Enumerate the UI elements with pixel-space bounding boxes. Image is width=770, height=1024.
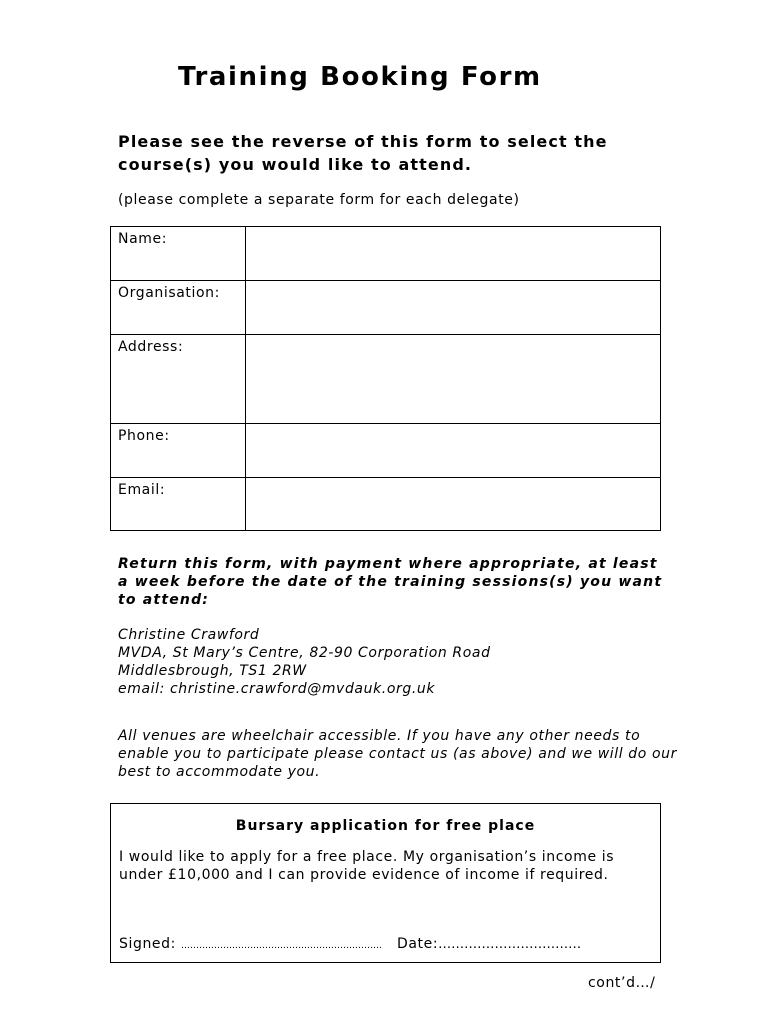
email-row — [111, 478, 661, 531]
contact-block — [118, 626, 491, 698]
continued-note: cont’d…/ — [588, 975, 656, 991]
signature-line — [119, 936, 581, 952]
bursary-box — [110, 803, 661, 963]
phone-row — [111, 424, 661, 478]
contact-email: email: christine.crawford@mvdauk.org.uk — [118, 681, 436, 697]
intro-instruction: Please see the reverse of this form to select the course(s) you would like to attend. — [118, 132, 608, 174]
accessibility-note: All venues are wheelchair accessible. If you have any other needs to enable you to participate please contact us (as above) and we will do our best to accommodate you. — [118, 728, 677, 780]
bursary-text: I would like to apply for a free place. My organisation’s income is under £10,000 and I can provide evidence of income if required. — [119, 849, 615, 883]
contact-name: Christine Crawford — [118, 627, 260, 643]
address-label: Address: — [111, 335, 246, 424]
form-title: Training Booking Form — [178, 62, 542, 92]
bursary-heading: Bursary application for free place — [235, 818, 536, 834]
name-label: Name: — [111, 227, 246, 281]
return-instruction: Return this form, with payment where appropriate, at least a week before the date of the training sessions(s) you want to attend: — [118, 556, 663, 608]
address-field[interactable] — [246, 335, 661, 424]
signed-label: Signed: — [119, 936, 176, 952]
date-label: Date: — [396, 936, 439, 952]
delegate-details-table — [110, 226, 661, 531]
organisation-label: Organisation: — [111, 281, 246, 335]
address-row — [111, 335, 661, 424]
contact-address-line1: MVDA, St Mary’s Centre, 82-90 Corporation Road — [118, 645, 491, 661]
date-field[interactable]: …………………………… — [438, 937, 582, 952]
email-label: Email: — [111, 478, 246, 531]
organisation-field[interactable] — [246, 281, 661, 335]
organisation-row — [111, 281, 661, 335]
name-field[interactable] — [246, 227, 661, 281]
signature-field[interactable]: …………………………………………………………. — [181, 941, 382, 951]
name-row — [111, 227, 661, 281]
phone-label: Phone: — [111, 424, 246, 478]
contact-address-line2: Middlesbrough, TS1 2RW — [118, 663, 307, 679]
email-field[interactable] — [246, 478, 661, 531]
phone-field[interactable] — [246, 424, 661, 478]
delegate-note: (please complete a separate form for each delegate) — [118, 192, 520, 208]
